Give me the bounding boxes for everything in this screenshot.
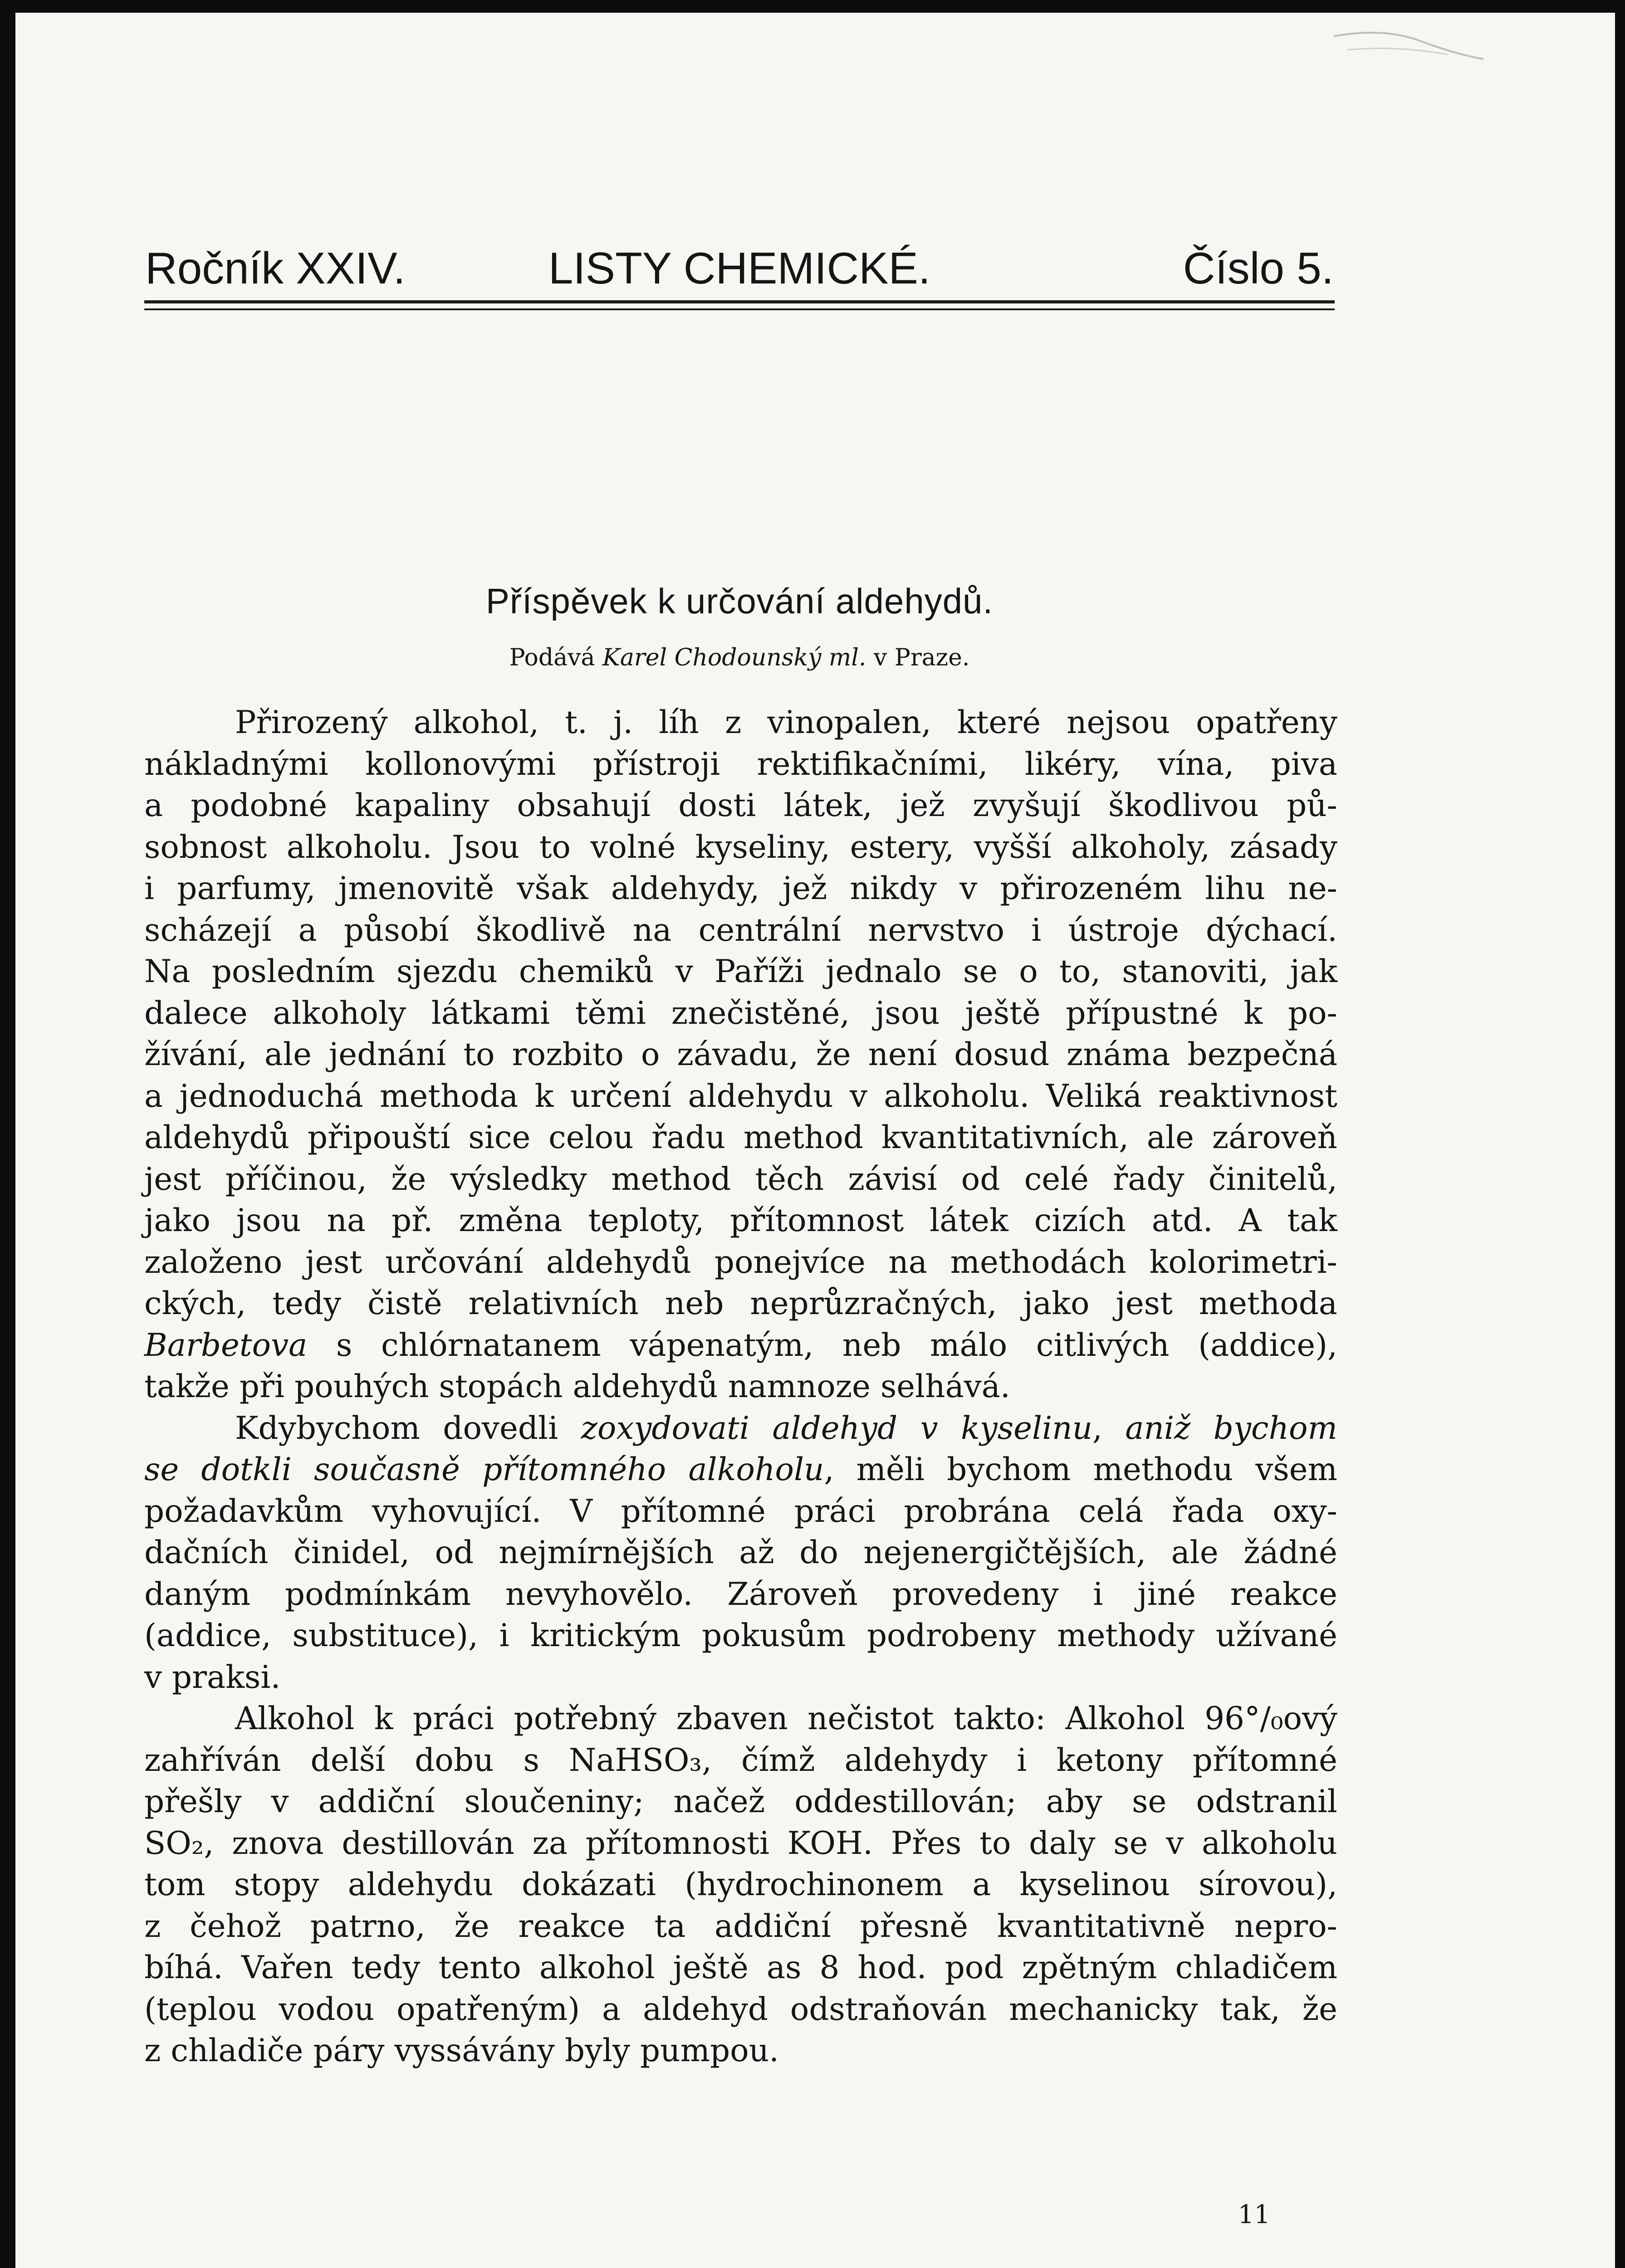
- text-line: [144, 1408, 1337, 1450]
- text-line: [144, 1117, 1337, 1159]
- text-segment: požadavkům vyhovující. V přítomné práci probrána celá řada oxy-: [144, 1493, 1337, 1530]
- text-segment: jako jsou na př. změna teploty, přítomnost látek cizích atd. A tak: [144, 1202, 1337, 1239]
- byline-suffix: v Praze.: [873, 644, 970, 671]
- text-line: [144, 1574, 1337, 1616]
- pencil-mark-icon: [1329, 18, 1493, 73]
- text-line: [144, 1615, 1337, 1657]
- paragraph: [144, 1408, 1337, 1699]
- text-segment: a jednoduchá methoda k určení aldehydu v alkoholu. Veliká reaktivnost: [144, 1078, 1337, 1114]
- text-line: [144, 1698, 1337, 1740]
- text-line: [144, 702, 1337, 744]
- text-segment: z čehož patrno, že reakce ta addiční přesně kvantitativně nepro-: [144, 1908, 1337, 1945]
- text-segment: (teplou vodou opatřeným) a aldehyd odstraňován mechanicky tak, že: [144, 1991, 1337, 2028]
- byline: [145, 644, 1334, 671]
- running-head: [145, 234, 1334, 302]
- text-segment: bíhá. Vařen tedy tento alkohol ještě as 8 hod. pod zpětným chladičem: [144, 1950, 1337, 1986]
- text-segment: ,: [1092, 1410, 1126, 1447]
- text-segment: Na posledním sjezdu chemiků v Paříži jednalo se o to, stanoviti, jak: [144, 953, 1337, 990]
- article-body: [144, 702, 1337, 2072]
- italic-segment: Barbetova: [144, 1327, 308, 1364]
- text-line: [144, 1532, 1337, 1574]
- text-line: [144, 1283, 1337, 1325]
- text-segment: jest příčinou, že výsledky method těch závisí od celé řady činitelů,: [144, 1161, 1337, 1198]
- text-segment: scházejí a působí škodlivě na centrální nervstvo i ústroje dýchací.: [144, 912, 1337, 948]
- text-line: [144, 1449, 1337, 1491]
- header-rule: [144, 300, 1335, 303]
- text-line: [144, 1366, 1337, 1408]
- italic-segment: se dotkli současně přítomného alkoholu: [144, 1452, 824, 1488]
- text-segment: přešly v addiční sloučeniny; načež oddestillován; aby se odstranil: [144, 1784, 1337, 1820]
- scan-edge-left: [0, 0, 15, 2268]
- paragraph: [144, 1698, 1337, 2072]
- text-line: [144, 1781, 1337, 1823]
- page-number: 11: [1238, 2200, 1270, 2229]
- text-line: [144, 1906, 1337, 1948]
- text-segment: i parfumy, jmenovitě však aldehydy, jež nikdy v přirozeném lihu ne-: [144, 870, 1337, 907]
- header-rule-thin: [144, 308, 1335, 310]
- text-line: [144, 1200, 1337, 1242]
- text-segment: SO₂, znova destillován za přítomnosti KOH. Přes to daly se v alkoholu: [144, 1825, 1337, 1862]
- text-segment: založeno jest určování aldehydů ponejvíce na methodách kolorimetri-: [144, 1244, 1337, 1281]
- text-segment: takže při pouhých stopách aldehydů namnoze selhává.: [144, 1369, 1010, 1405]
- text-line: [144, 993, 1337, 1035]
- text-segment: dačních činidel, od nejmírnějších až do nejenergičtějších, ale žádné: [144, 1535, 1337, 1571]
- scan-edge-top: [0, 0, 1625, 13]
- text-line: [144, 1740, 1337, 1782]
- text-segment: zahříván delší dobu s NaHSO₃, čímž aldehydy i ketony přítomné: [144, 1742, 1337, 1779]
- text-line: [144, 2030, 1337, 2072]
- text-segment: Přirozený alkohol, t. j. líh z vinopalen, které nejsou opatřeny: [235, 704, 1337, 741]
- text-line: [144, 868, 1337, 910]
- text-line: [144, 785, 1337, 827]
- italic-segment: zoxydovati aldehyd v kyselinu: [581, 1410, 1093, 1447]
- text-segment: sobnost alkoholu. Jsou to volné kyseliny, estery, vyšší alkoholy, zásady: [144, 829, 1337, 865]
- text-line: [144, 1491, 1337, 1533]
- volume-label: Ročník XXIV.: [145, 243, 406, 293]
- byline-prefix: Podává: [509, 644, 595, 671]
- text-line: [144, 1947, 1337, 1989]
- text-line: [144, 951, 1337, 993]
- byline-author: Karel Chodounský ml.: [602, 644, 866, 671]
- journal-title: LISTY CHEMICKÉ.: [548, 243, 931, 293]
- text-segment: a podobné kapaliny obsahují dosti látek, jež zvyšují škodlivou pů-: [144, 787, 1337, 824]
- text-segment: dalece alkoholy látkami těmi znečistěné, jsou ještě přípustné k po-: [144, 995, 1337, 1031]
- text-line: [144, 1864, 1337, 1906]
- text-line: [144, 744, 1337, 786]
- text-segment: s chlórnatanem vápenatým, neb málo citlivých (addice),: [307, 1327, 1337, 1364]
- text-segment: (addice, substituce), i kritickým pokusům podrobeny methody užívané: [144, 1618, 1337, 1654]
- text-segment: v praksi.: [144, 1659, 281, 1696]
- text-line: [144, 1657, 1337, 1699]
- text-line: [144, 910, 1337, 952]
- text-segment: , měli bychom methodu všem: [824, 1452, 1337, 1488]
- text-line: [144, 1242, 1337, 1284]
- italic-segment: aniž bychom: [1125, 1410, 1337, 1447]
- text-segment: tom stopy aldehydu dokázati (hydrochinonem a kyselinou sírovou),: [144, 1867, 1337, 1903]
- text-segment: Alkohol k práci potřebný zbaven nečistot takto: Alkohol 96°/₀ový: [235, 1701, 1337, 1737]
- text-segment: z chladiče páry vyssávány byly pumpou.: [144, 2033, 779, 2069]
- text-line: [144, 1823, 1337, 1865]
- text-segment: daným podmínkám nevyhovělo. Zároveň provedeny i jiné reakce: [144, 1576, 1337, 1613]
- text-segment: Kdybychom dovedli: [235, 1410, 581, 1447]
- text-line: [144, 1325, 1337, 1367]
- text-line: [144, 1034, 1337, 1076]
- text-line: [144, 1159, 1337, 1201]
- text-segment: ckých, tedy čistě relativních neb neprůzračných, jako jest methoda: [144, 1286, 1337, 1322]
- text-line: [144, 1989, 1337, 2031]
- text-line: [144, 1076, 1337, 1118]
- text-segment: nákladnými kollonovými přístroji rektifikačními, likéry, vína, piva: [144, 746, 1337, 782]
- issue-number: Číslo 5.: [1183, 243, 1334, 293]
- article-title: Příspěvek k určování aldehydů.: [485, 581, 994, 621]
- text-segment: aldehydů připouští sice celou řadu method kvantitativních, ale zároveň: [144, 1119, 1337, 1156]
- text-segment: žívání, ale jednání to rozbito o závadu, že není dosud známa bezpečná: [144, 1036, 1337, 1073]
- scan-edge-right: [1615, 0, 1625, 2268]
- text-line: [144, 827, 1337, 869]
- paragraph: [144, 702, 1337, 1408]
